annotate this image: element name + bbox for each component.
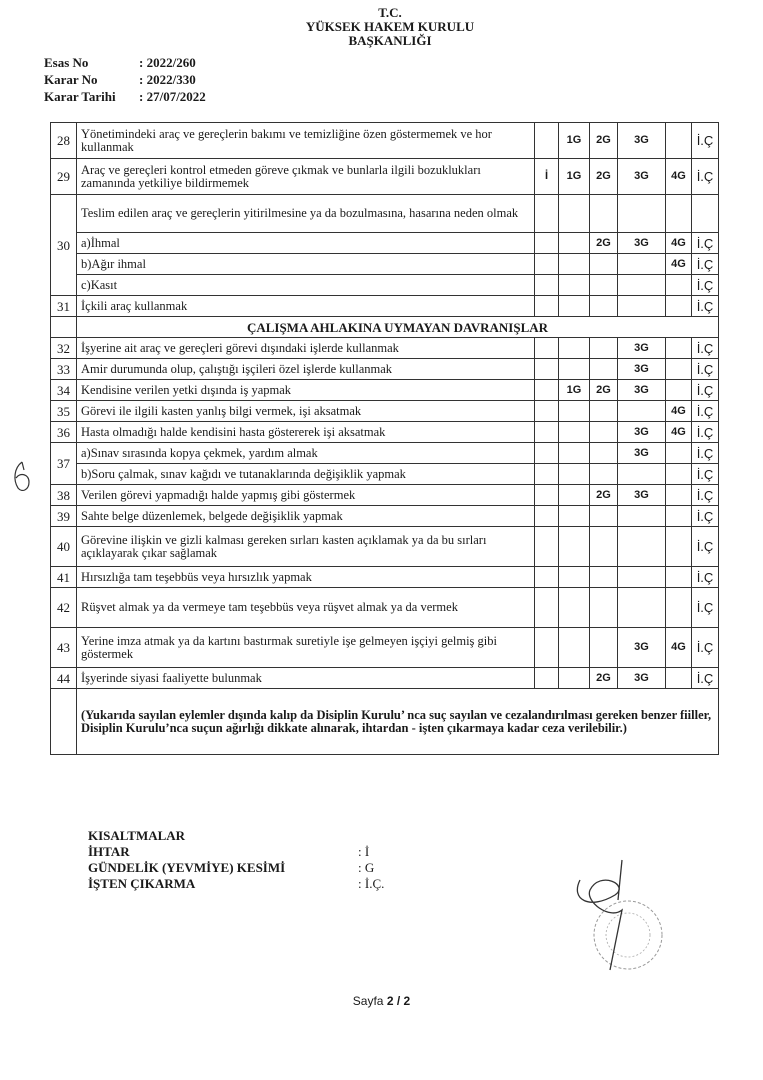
- penalty-cell: İ.Ç: [692, 296, 719, 317]
- penalty-cell: İ.Ç: [692, 123, 719, 159]
- penalty-cell: [535, 359, 559, 380]
- penalty-cell: [618, 588, 666, 628]
- penalty-cell: [590, 338, 618, 359]
- penalty-cell: İ.Ç: [692, 464, 719, 485]
- abbr-value: : İ: [358, 844, 370, 859]
- penalty-cell: [559, 485, 590, 506]
- meta-karar-no: [44, 71, 206, 88]
- penalty-cell: 2G: [590, 380, 618, 401]
- row-number-cell: [51, 317, 77, 338]
- penalty-cell: [559, 195, 590, 233]
- penalty-cell: [590, 567, 618, 588]
- abbr-value: : G: [358, 860, 375, 875]
- signature-and-seal: [560, 840, 680, 990]
- section-header-row: [51, 317, 719, 338]
- penalty-cell: İ.Ç: [692, 159, 719, 195]
- penalty-cell: 4G: [666, 159, 692, 195]
- page-total: 2: [403, 994, 411, 1008]
- penalty-cell: [590, 506, 618, 527]
- row-number: 31: [51, 296, 77, 317]
- penalty-cell: [535, 567, 559, 588]
- discipline-penalty-table: [50, 122, 719, 755]
- penalty-cell: [666, 338, 692, 359]
- penalty-cell: [535, 338, 559, 359]
- penalty-cell: 3G: [618, 359, 666, 380]
- penalty-cell: 1G: [559, 159, 590, 195]
- penalty-cell: [666, 464, 692, 485]
- table-row: [51, 485, 719, 506]
- penalty-cell: [535, 254, 559, 275]
- row-number: 39: [51, 506, 77, 527]
- penalty-cell: [666, 443, 692, 464]
- table-row: [51, 159, 719, 195]
- offense-description: c)Kasıt: [77, 275, 535, 296]
- row-number-cell: [51, 689, 77, 755]
- penalty-cell: [618, 401, 666, 422]
- table-body: [51, 123, 719, 755]
- penalty-cell: [535, 485, 559, 506]
- header-line-tc: T.C.: [378, 5, 402, 20]
- penalty-cell: [590, 359, 618, 380]
- table-row: [51, 422, 719, 443]
- penalty-cell: [559, 296, 590, 317]
- offense-description: Hırsızlığa tam teşebbüs veya hırsızlık yapmak: [77, 567, 535, 588]
- penalty-cell: [666, 668, 692, 689]
- row-number: 36: [51, 422, 77, 443]
- offense-description: Yerine imza atmak ya da kartını bastırmak suretiyle işe gelmeyen işçiyi gelmiş gibi göstermek: [77, 628, 535, 668]
- penalty-cell: 3G: [618, 485, 666, 506]
- penalty-cell: İ.Ç: [692, 668, 719, 689]
- penalty-cell: [590, 527, 618, 567]
- table-row: [51, 359, 719, 380]
- penalty-cell: [618, 464, 666, 485]
- penalty-cell: 4G: [666, 628, 692, 668]
- penalty-cell: [535, 464, 559, 485]
- penalty-cell: İ.Ç: [692, 254, 719, 275]
- penalty-cell: 3G: [618, 380, 666, 401]
- meta-label: Karar No: [44, 72, 98, 87]
- abbr-label: İHTAR: [88, 844, 130, 859]
- penalty-cell: [559, 233, 590, 254]
- penalty-cell: İ: [535, 159, 559, 195]
- abbr-value: : İ.Ç.: [358, 876, 385, 891]
- penalty-cell: [666, 275, 692, 296]
- penalty-cell: 3G: [618, 123, 666, 159]
- table-row: [51, 275, 719, 296]
- row-number: 40: [51, 527, 77, 567]
- penalty-cell: [559, 254, 590, 275]
- penalty-cell: İ.Ç: [692, 275, 719, 296]
- table-row: [51, 254, 719, 275]
- page-footer: [0, 994, 763, 1008]
- penalty-cell: İ.Ç: [692, 588, 719, 628]
- penalty-cell: İ.Ç: [692, 485, 719, 506]
- row-number: 41: [51, 567, 77, 588]
- penalty-cell: [535, 275, 559, 296]
- table-row: [51, 195, 719, 233]
- section-title: ÇALIŞMA AHLAKINA UYMAYAN DAVRANIŞLAR: [77, 317, 719, 338]
- abbreviations-section: [88, 828, 384, 892]
- penalty-cell: 2G: [590, 668, 618, 689]
- penalty-cell: [535, 443, 559, 464]
- table-row: [51, 464, 719, 485]
- penalty-cell: [559, 401, 590, 422]
- offense-description: İçkili araç kullanmak: [77, 296, 535, 317]
- penalty-cell: 2G: [590, 485, 618, 506]
- offense-description: a)İhmal: [77, 233, 535, 254]
- penalty-cell: [590, 588, 618, 628]
- offense-description: Kendisine verilen yetki dışında iş yapmak: [77, 380, 535, 401]
- penalty-cell: [618, 195, 666, 233]
- offense-description: İşyerine ait araç ve gereçleri görevi dışındaki işlerde kullanmak: [77, 338, 535, 359]
- penalty-cell: [666, 359, 692, 380]
- penalty-cell: [666, 195, 692, 233]
- penalty-cell: 3G: [618, 338, 666, 359]
- offense-description: Görevine ilişkin ve gizli kalması gereken sırları kasten açıklamak ya da bu sırları açıklayarak çıkar sağlamak: [77, 527, 535, 567]
- offense-description: İşyerinde siyasi faaliyette bulunmak: [77, 668, 535, 689]
- penalty-cell: [559, 422, 590, 443]
- offense-description: Sahte belge düzenlemek, belgede değişiklik yapmak: [77, 506, 535, 527]
- row-number: 33: [51, 359, 77, 380]
- penalty-cell: [618, 506, 666, 527]
- penalty-cell: [559, 506, 590, 527]
- penalty-cell: İ.Ç: [692, 233, 719, 254]
- penalty-cell: İ.Ç: [692, 422, 719, 443]
- abbr-isten-cikarma: [88, 876, 384, 892]
- penalty-cell: [535, 123, 559, 159]
- penalty-cell: 3G: [618, 233, 666, 254]
- penalty-cell: [666, 506, 692, 527]
- penalty-cell: 1G: [559, 123, 590, 159]
- penalty-cell: [590, 195, 618, 233]
- row-number: 30: [51, 195, 77, 296]
- penalty-cell: [590, 401, 618, 422]
- offense-description: Teslim edilen araç ve gereçlerin yitirilmesine ya da bozulmasına, hasarına neden olmak: [77, 195, 535, 233]
- offense-description: Yönetimindeki araç ve gereçlerin bakımı ve temizliğine özen göstermemek ve hor kullanmak: [77, 123, 535, 159]
- penalty-cell: [559, 275, 590, 296]
- offense-description: Rüşvet almak ya da vermeye tam teşebbüs veya rüşvet almak ya da vermek: [77, 588, 535, 628]
- penalty-cell: [590, 275, 618, 296]
- abbr-label: GÜNDELİK (YEVMİYE) KESİMİ: [88, 860, 286, 875]
- penalty-cell: İ.Ç: [692, 338, 719, 359]
- penalty-cell: [666, 380, 692, 401]
- table-row: [51, 233, 719, 254]
- table-row: [51, 527, 719, 567]
- penalty-cell: 2G: [590, 123, 618, 159]
- header-line-presidency: BAŞKANLIĞI: [348, 33, 432, 48]
- document-header: [230, 6, 550, 48]
- row-number: 35: [51, 401, 77, 422]
- meta-label: Esas No: [44, 55, 89, 70]
- abbreviations-title: KISALTMALAR: [88, 828, 186, 843]
- row-number: 28: [51, 123, 77, 159]
- abbr-gundelik: [88, 860, 384, 876]
- penalty-cell: İ.Ç: [692, 628, 719, 668]
- meta-karar-tarihi: [44, 88, 206, 105]
- penalty-cell: İ.Ç: [692, 443, 719, 464]
- penalty-cell: İ.Ç: [692, 567, 719, 588]
- page-prefix: Sayfa: [352, 994, 387, 1008]
- penalty-cell: [535, 296, 559, 317]
- note-text: (Yukarıda sayılan eylemler dışında kalıp da Disiplin Kurulu’ nca suç sayılan ve cezalandırılması gereken benzer fiiller, Disiplin Kurulu’nca suçun ağırlığı dikkate alınarak, ihtardan - işten çıkarmaya kadar ceza verilebilir.): [77, 689, 719, 755]
- penalty-cell: [535, 233, 559, 254]
- meta-esas-no: [44, 54, 206, 71]
- penalty-cell: 4G: [666, 254, 692, 275]
- note-row: [51, 689, 719, 755]
- penalty-cell: 3G: [618, 628, 666, 668]
- table-row: [51, 506, 719, 527]
- penalty-cell: [618, 567, 666, 588]
- penalty-cell: 3G: [618, 668, 666, 689]
- table-row: [51, 380, 719, 401]
- penalty-cell: 4G: [666, 422, 692, 443]
- header-line-institution: YÜKSEK HAKEM KURULU: [305, 19, 475, 34]
- offense-description: a)Sınav sırasında kopya çekmek, yardım almak: [77, 443, 535, 464]
- row-number: 37: [51, 443, 77, 485]
- penalty-cell: [666, 527, 692, 567]
- offense-description: Hasta olmadığı halde kendisini hasta göstererek işi aksatmak: [77, 422, 535, 443]
- abbr-ihtar: [88, 844, 384, 860]
- row-number: 38: [51, 485, 77, 506]
- offense-description: Araç ve gereçleri kontrol etmeden göreve çıkmak ve bunlarla ilgili bozuklukları zamanında yetkiliye bildirmemek: [77, 159, 535, 195]
- penalty-cell: [535, 380, 559, 401]
- row-number: 44: [51, 668, 77, 689]
- penalty-cell: [559, 464, 590, 485]
- penalty-cell: [666, 296, 692, 317]
- row-number: 32: [51, 338, 77, 359]
- penalty-cell: [535, 401, 559, 422]
- offense-description: b)Ağır ihmal: [77, 254, 535, 275]
- row-number: 29: [51, 159, 77, 195]
- row-number: 43: [51, 628, 77, 668]
- penalty-cell: [618, 527, 666, 567]
- penalty-cell: 3G: [618, 443, 666, 464]
- penalty-cell: [590, 296, 618, 317]
- table-row: [51, 123, 719, 159]
- penalty-cell: [590, 443, 618, 464]
- table-row: [51, 401, 719, 422]
- penalty-cell: [618, 254, 666, 275]
- penalty-cell: [559, 668, 590, 689]
- case-meta: [44, 54, 206, 105]
- table-row: [51, 588, 719, 628]
- penalty-cell: [559, 567, 590, 588]
- penalty-cell: [590, 422, 618, 443]
- penalty-cell: [535, 506, 559, 527]
- table-row: [51, 668, 719, 689]
- handwritten-margin-mark: [10, 460, 34, 494]
- penalty-cell: 2G: [590, 159, 618, 195]
- page-current: 2: [386, 994, 394, 1008]
- penalty-cell: 1G: [559, 380, 590, 401]
- penalty-cell: İ.Ç: [692, 401, 719, 422]
- table-row: [51, 628, 719, 668]
- penalty-cell: 3G: [618, 422, 666, 443]
- meta-label: Karar Tarihi: [44, 89, 116, 104]
- table-row: [51, 443, 719, 464]
- penalty-cell: [559, 443, 590, 464]
- penalty-cell: [535, 422, 559, 443]
- penalty-cell: [535, 195, 559, 233]
- page-separator: /: [393, 994, 404, 1008]
- row-number: 42: [51, 588, 77, 628]
- offense-description: Amir durumunda olup, çalıştığı işçileri özel işlerde kullanmak: [77, 359, 535, 380]
- table-row: [51, 296, 719, 317]
- penalty-cell: İ.Ç: [692, 506, 719, 527]
- meta-value: : 2022/260: [139, 55, 196, 70]
- table-row: [51, 567, 719, 588]
- penalty-cell: İ.Ç: [692, 380, 719, 401]
- penalty-cell: 4G: [666, 233, 692, 254]
- offense-description: Verilen görevi yapmadığı halde yapmış gibi göstermek: [77, 485, 535, 506]
- penalty-cell: [692, 195, 719, 233]
- penalty-cell: [666, 567, 692, 588]
- penalty-cell: [618, 275, 666, 296]
- penalty-cell: [590, 464, 618, 485]
- penalty-cell: [535, 588, 559, 628]
- penalty-cell: [535, 668, 559, 689]
- penalty-cell: [666, 588, 692, 628]
- penalty-cell: [535, 628, 559, 668]
- penalty-cell: 3G: [618, 159, 666, 195]
- penalty-cell: [559, 359, 590, 380]
- penalty-cell: [666, 485, 692, 506]
- row-number: 34: [51, 380, 77, 401]
- table-row: [51, 338, 719, 359]
- penalty-cell: 2G: [590, 233, 618, 254]
- abbr-label: İŞTEN ÇIKARMA: [88, 876, 196, 891]
- penalty-cell: [590, 254, 618, 275]
- offense-description: b)Soru çalmak, sınav kağıdı ve tutanaklarında değişiklik yapmak: [77, 464, 535, 485]
- penalty-cell: [559, 338, 590, 359]
- meta-value: : 2022/330: [139, 72, 196, 87]
- penalty-cell: [559, 628, 590, 668]
- penalty-cell: İ.Ç: [692, 359, 719, 380]
- offense-description: Görevi ile ilgili kasten yanlış bilgi vermek, işi aksatmak: [77, 401, 535, 422]
- penalty-cell: [535, 527, 559, 567]
- penalty-cell: [559, 588, 590, 628]
- penalty-cell: İ.Ç: [692, 527, 719, 567]
- penalty-cell: 4G: [666, 401, 692, 422]
- penalty-cell: [618, 296, 666, 317]
- penalty-cell: [590, 628, 618, 668]
- penalty-cell: [666, 123, 692, 159]
- penalty-cell: [559, 527, 590, 567]
- meta-value: : 27/07/2022: [139, 89, 206, 104]
